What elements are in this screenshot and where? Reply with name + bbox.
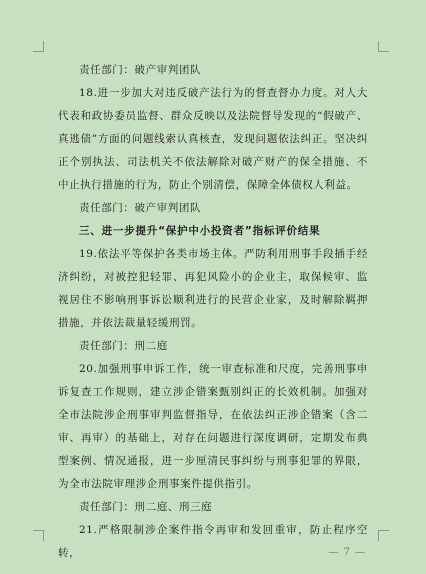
paragraph-item-19: 19.依法平等保护各类市场主体。严防利用刑事手段插手经济纠纷，对被控犯轻罪、再犯风险小的企业主，取保候审、监视居住不影响刑事诉讼顺利进行的民营企业家，及时解除羁押措施，并依法裁量轻缓刑罚。: [58, 248, 368, 329]
responsible-department: 责任部门：刑二庭: [79, 340, 168, 352]
responsible-department: 责任部门：破产审判团队: [79, 202, 202, 214]
paragraph-item-21: 21.严格限制涉企案件指令再审和发回重审，防止程序空转，: [58, 524, 368, 559]
responsible-department: 责任部门：刑二庭、刑三庭: [79, 501, 213, 513]
paragraph-item-18: 18.进一步加大对违反破产法行为的督查督办力度。对人大代表和政协委员监督、群众反映以及法院督导发现的“假破产、真逃债”方面的问题线索认真核查，发现问题依法纠正。坚决纠正个别执法、司法机关不依法解除对破产财产的保全措施、不中止执行措施的行为，防止个别清偿，保障全体债权人利益。: [58, 87, 368, 191]
document-body: [58, 59, 368, 565]
crop-mark-bottom-right: [378, 530, 389, 541]
paragraph-item-20: 20.加强刑事申诉工作，统一审查标准和尺度，完善刑事申诉复查工作规则，建立涉企错案甄别纠正的长效机制。加强对全市法院涉企刑事审判监督指导，在依法纠正涉企错案（含二审、再审）的基础上，对存在问题进行深度调研，定期发布典型案例、情况通报，进一步厘清民事纠纷与刑事犯罪的界限，为全市法院审理涉企刑事案件提供指引。: [58, 363, 368, 490]
section-heading: 三、进一步提升“保护中小投资者”指标评价结果: [79, 225, 321, 237]
crop-mark-bottom-left: [33, 530, 44, 541]
responsible-department: 责任部门：破产审判团队: [79, 64, 202, 76]
page-number: — 7 —: [328, 547, 366, 558]
crop-mark-top-left: [33, 41, 44, 52]
crop-mark-top-right: [378, 41, 389, 52]
